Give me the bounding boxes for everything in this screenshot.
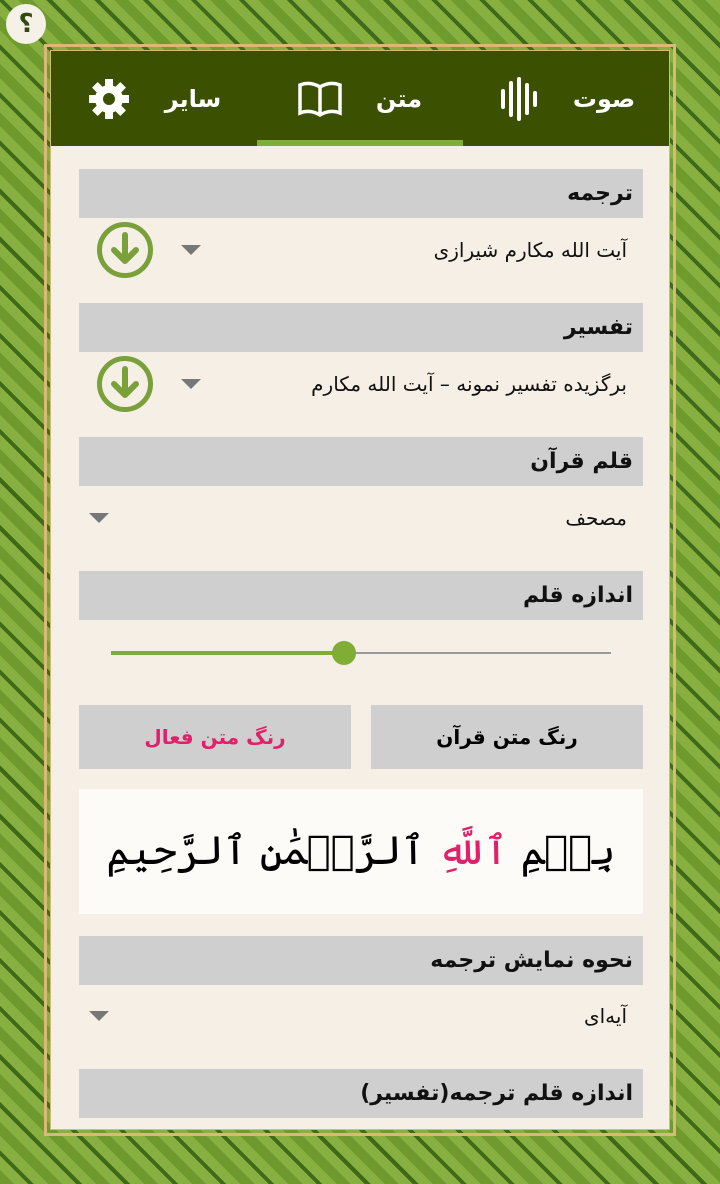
- tab-text[interactable]: [257, 51, 463, 146]
- download-arrow-icon: [102, 361, 148, 407]
- chevron-down-icon: [181, 379, 201, 389]
- tab-audio-label: صوت: [572, 84, 636, 113]
- font-size-header: اندازه قلم: [79, 571, 643, 620]
- tab-bar: [51, 51, 670, 146]
- download-arrow-icon: [102, 227, 148, 273]
- translation-header: ترجمه: [79, 169, 643, 218]
- quran-text-color-button[interactable]: رنگ متن قرآن: [371, 705, 643, 769]
- audio-wave-icon: [499, 77, 539, 121]
- quran-font-value: مصحف: [565, 506, 627, 530]
- slider-fill: [111, 651, 344, 655]
- tab-other[interactable]: [51, 51, 257, 146]
- tafsir-value: برگزیده تفسیر نمونه – آیت الله مکارم: [311, 372, 627, 396]
- gear-icon: [87, 77, 131, 121]
- translation-font-size-header: اندازه قلم ترجمه(تفسیر): [79, 1069, 643, 1118]
- book-icon: [298, 81, 342, 117]
- tafsir-header: تفسیر: [79, 303, 643, 352]
- quran-text-preview: [79, 789, 643, 914]
- download-translation-button[interactable]: [97, 222, 153, 278]
- translation-display-value: آیه‌ای: [583, 1004, 627, 1028]
- translation-display-header: نحوه نمایش ترجمه: [79, 936, 643, 985]
- chevron-down-icon: [89, 1011, 109, 1021]
- translation-select[interactable]: [79, 220, 643, 280]
- slider-thumb[interactable]: [332, 641, 356, 665]
- tafsir-select[interactable]: [79, 354, 643, 414]
- tab-audio[interactable]: [463, 51, 670, 146]
- chevron-down-icon: [89, 513, 109, 523]
- download-tafsir-button[interactable]: [97, 356, 153, 412]
- help-button[interactable]: ؟: [6, 4, 46, 44]
- quran-font-select[interactable]: [79, 488, 643, 548]
- tab-other-label: سایر: [164, 84, 222, 113]
- preview-highlight: ٱللَّهِ: [437, 828, 508, 874]
- preview-text: بِسۡمِ: [507, 828, 616, 874]
- translation-display-select[interactable]: [79, 986, 643, 1046]
- translation-value: آیت الله مکارم شیرازی: [433, 238, 627, 262]
- settings-panel: [50, 50, 670, 1130]
- quran-font-header: قلم قرآن: [79, 437, 643, 486]
- active-text-color-button[interactable]: رنگ متن فعال: [79, 705, 351, 769]
- tab-text-label: متن: [375, 84, 423, 113]
- preview-text-rest: ٱلرَّحۡمَٰنِ ٱلرَّحِيمِ: [106, 828, 438, 874]
- font-size-slider[interactable]: [111, 643, 611, 663]
- chevron-down-icon: [181, 245, 201, 255]
